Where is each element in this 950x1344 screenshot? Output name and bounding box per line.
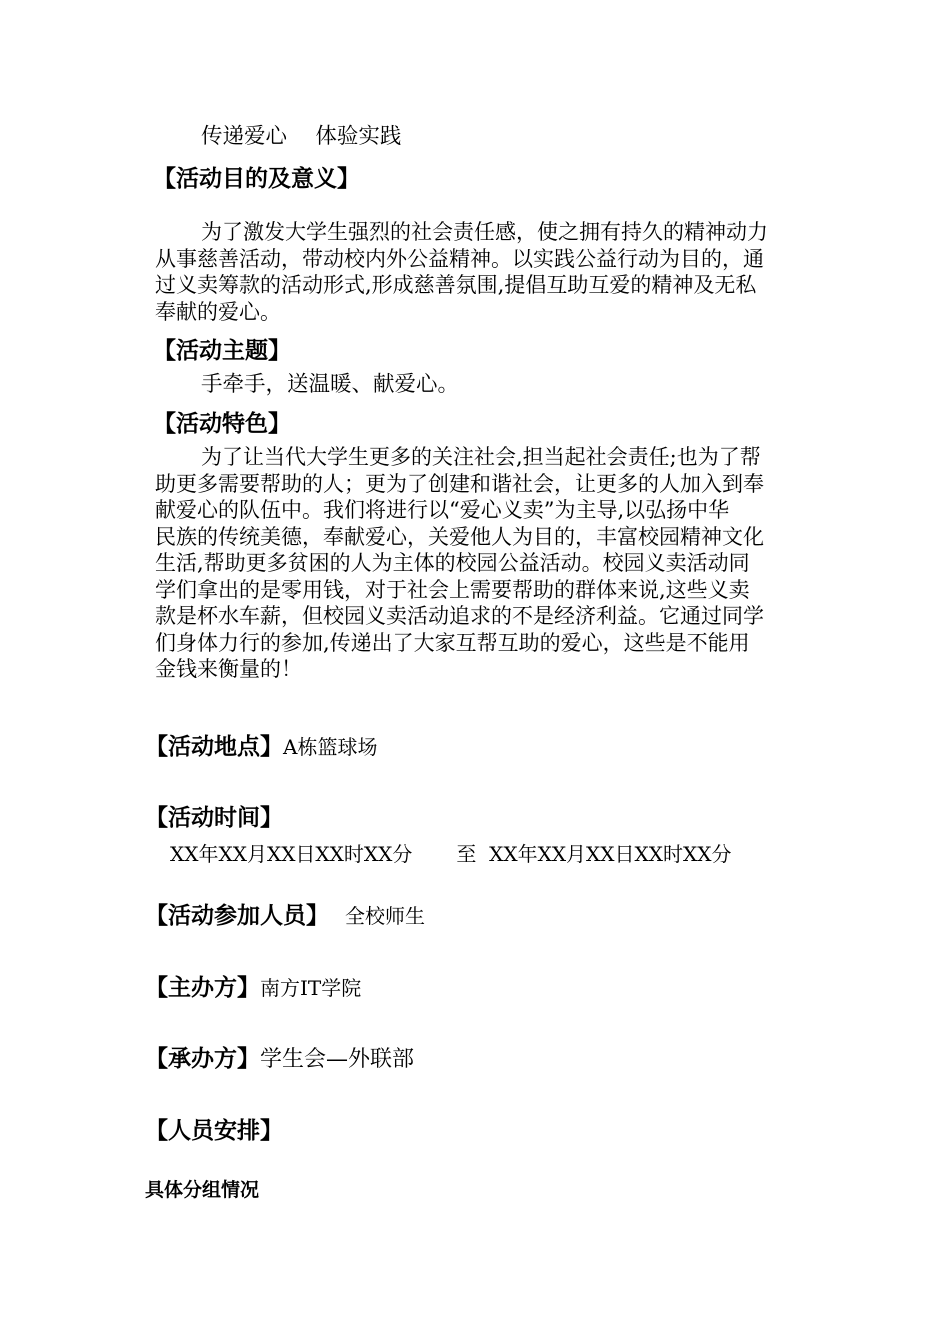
features-line: 金钱来衡量的！	[155, 657, 302, 681]
location-value: A栋篮球场	[283, 735, 378, 759]
theme-heading: 【活动主题】	[153, 338, 291, 364]
theme-text: 手牵手，送温暖、献爱心。	[201, 372, 460, 397]
features-line: 为了让当代大学生更多的关注社会,担当起社会责任;也为了帮	[201, 445, 761, 469]
purpose-line: 从事慈善活动，带动校内外公益精神。以实践公益行动为目的，通	[155, 246, 764, 271]
features-line: 们身体力行的参加,传递出了大家互帮互助的爱心，这些是不能用	[155, 630, 750, 655]
purpose-line: 为了激发大学生强烈的社会责任感，使之拥有持久的精神动力	[201, 220, 768, 244]
coorganizer-value: 学生会—外联部	[260, 1047, 415, 1072]
features-line: 生活,帮助更多贫困的人为主体的校园公益活动。校园义卖活动同	[155, 551, 750, 575]
features-line: 助更多需要帮助的人；更为了创建和谐社会，让更多的人加入到奉	[155, 471, 764, 496]
features-line: 民族的传统美德，奉献爱心，关爱他人为目的，丰富校园精神文化	[155, 524, 764, 549]
features-heading: 【活动特色】	[153, 411, 291, 437]
staffing-heading: 【人员安排】	[145, 1118, 283, 1144]
organizer-value: 南方IT学院	[260, 976, 362, 1000]
features-line: 献爱心的队伍中。我们将进行以“爱心义卖”为主导,以弘扬中华	[155, 498, 730, 522]
coorganizer-row	[145, 1040, 414, 1073]
coorganizer-heading: 【承办方】	[145, 1046, 260, 1072]
time-start: XX年XX月XX日XX时XX分	[170, 842, 413, 866]
organizer-row	[145, 969, 361, 1002]
organizer-heading: 【主办方】	[145, 975, 260, 1001]
time-row	[170, 838, 732, 867]
participants-heading: 【活动参加人员】	[145, 903, 329, 929]
purpose-heading: 【活动目的及意义】	[153, 166, 360, 192]
purpose-paragraph	[155, 219, 805, 325]
participants-value: 全校师生	[345, 904, 426, 928]
features-line: 学们拿出的是零用钱，对于社会上需要帮助的群体来说,这些义卖	[155, 577, 750, 602]
location-row	[145, 728, 377, 761]
location-heading: 【活动地点】	[145, 734, 283, 760]
time-end: XX年XX月XX日XX时XX分	[489, 842, 732, 866]
participants-row	[145, 897, 425, 930]
grouping-heading: 具体分组情况	[145, 1179, 260, 1201]
slogan: 传递爱心 体验实践	[201, 124, 402, 149]
time-to: 至	[456, 842, 477, 866]
purpose-line: 过义卖筹款的活动形式,形成慈善氛围,提倡互助互爱的精神及无私	[155, 273, 757, 297]
time-heading: 【活动时间】	[145, 805, 283, 831]
features-paragraph	[155, 444, 805, 683]
features-line: 款是杯水车薪，但校园义卖活动追求的不是经济利益。它通过同学	[155, 604, 764, 628]
purpose-line: 奉献的爱心。	[155, 299, 281, 324]
